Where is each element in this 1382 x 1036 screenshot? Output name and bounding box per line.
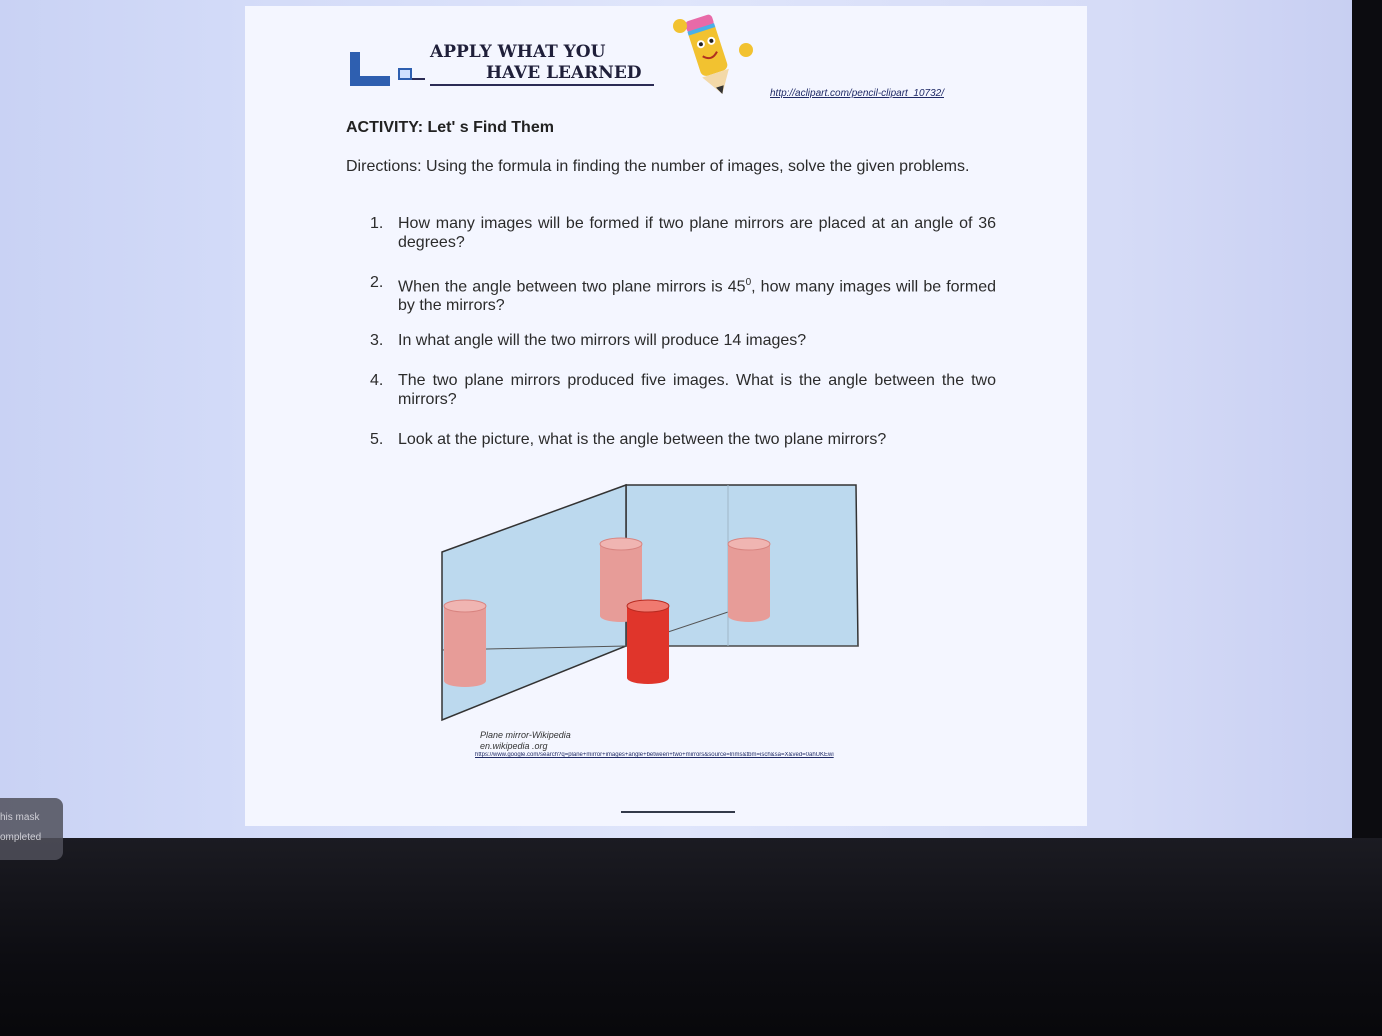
two-mirrors-figure [438,482,862,726]
caption-line-1: Plane mirror-Wikipedia [480,730,571,740]
clipart-source-link[interactable]: http://aclipart.com/pencil-clipart_10732/ [770,88,944,99]
reflected-cylinder-right [728,538,770,622]
question-number: 5. [370,431,384,448]
question-text: In what angle will the two mirrors will produce 14 images? [398,332,807,349]
question-number: 3. [370,332,384,349]
activity-title: ACTIVITY: Let' s Find Them [346,119,554,136]
pencil-mascot-icon [660,6,760,101]
question-text: How many images will be formed if two plane mirrors are placed at an angle of 36 degrees? [398,215,996,251]
monitor-bezel [0,838,1382,1036]
question-text: Look at the picture, what is the angle between the two plane mirrors? [398,431,887,448]
figure-caption [480,730,571,752]
toast-line-1: his mask [0,812,40,823]
toast-line-2: ompleted [0,832,42,843]
red-cylinder-object [627,600,669,684]
directions-text: Directions: Using the formula in finding the number of images, solve the given problems. [346,158,970,175]
section-title [430,42,660,86]
question-number: 2. [370,274,384,291]
question-text: The two plane mirrors produced five images. What is the angle between the two mirrors? [398,372,996,408]
question-text-part: , how many images will be formed by the mirrors? [398,278,997,315]
reflected-cylinder-left [444,600,486,687]
question-number: 1. [370,215,384,232]
question-number: 4. [370,372,384,389]
figure-source-link[interactable]: https://www.google.com/search?q=plane+mirror+images+angle+between+two+mirrors&source=lnms&tbm=isch&sa=X&ved=0ahUKEwi [475,752,834,758]
degree-superscript: 0 [745,277,752,288]
status-toast [0,798,63,860]
title-line-2: HAVE LEARNED [430,63,654,86]
page-footer-divider [621,811,735,813]
question-text-part: When the angle between two plane mirrors is 45 [398,278,746,296]
title-line-1: APPLY WHAT YOU [430,42,606,62]
question-text [398,273,996,315]
header-logo-icon [350,46,425,88]
caption-line-2: en.wikipedia .org [480,741,548,751]
